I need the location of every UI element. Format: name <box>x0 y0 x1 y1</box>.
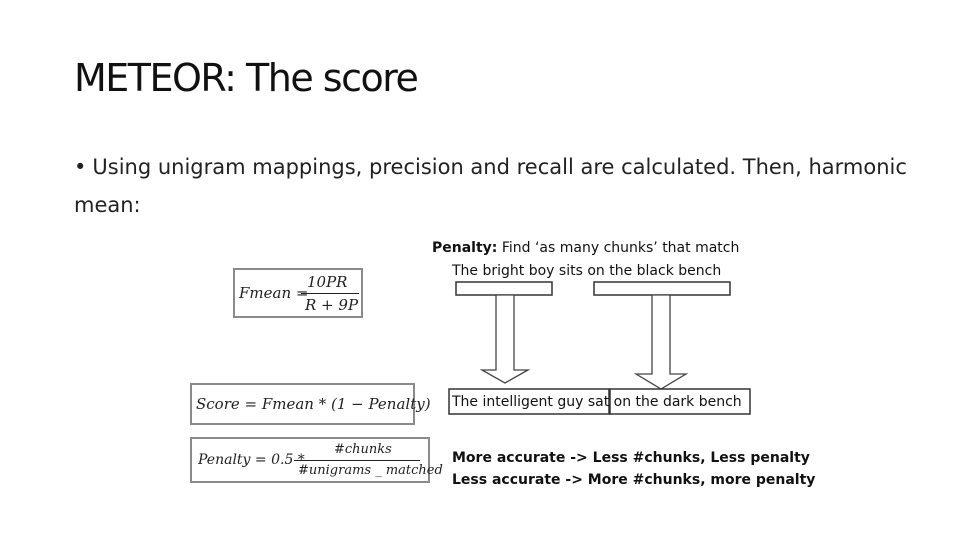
penalty-numerator: #chunks <box>334 442 392 457</box>
penalty-denominator: #unigrams _ matched <box>298 463 443 478</box>
down-arrow-left <box>482 295 528 383</box>
bullet-text: Using unigram mappings, precision and recall are calculated. Then, harmonic mean: <box>74 155 907 217</box>
penalty-formula <box>190 437 443 483</box>
penalty-fraction-bar <box>294 460 420 461</box>
penalty-lhs: Penalty = 0.5 * <box>198 452 305 468</box>
fmean-denominator: R + 9P <box>305 296 359 314</box>
fmean-formula <box>233 268 363 318</box>
fmean-lhs: Fmean = <box>239 284 309 302</box>
bullet-marker: • <box>74 155 87 179</box>
hypothesis-sentence: The intelligent guy sat on the dark bench <box>452 394 742 410</box>
down-arrow-right <box>636 295 686 389</box>
penalty-description-text: Find ‘as many chunks’ that match <box>501 240 740 256</box>
slide-title: METEOR: The score <box>74 56 418 100</box>
reference-chunk-box-right <box>594 282 730 295</box>
score-formula-text: Score = Fmean * (1 − Penalty) <box>196 395 431 413</box>
penalty-label: Penalty: <box>432 240 498 256</box>
penalty-description <box>432 240 739 256</box>
accuracy-note-1: More accurate -> Less #chunks, Less penalty <box>452 450 810 466</box>
bullet-paragraph <box>74 148 914 224</box>
score-formula <box>190 383 431 425</box>
fmean-fraction-bar <box>301 293 359 294</box>
accuracy-note-2: Less accurate -> More #chunks, more penalty <box>452 472 816 488</box>
fmean-numerator: 10PR <box>307 273 348 291</box>
reference-chunk-box-left <box>456 282 552 295</box>
reference-sentence: The bright boy sits on the black bench <box>452 263 722 279</box>
